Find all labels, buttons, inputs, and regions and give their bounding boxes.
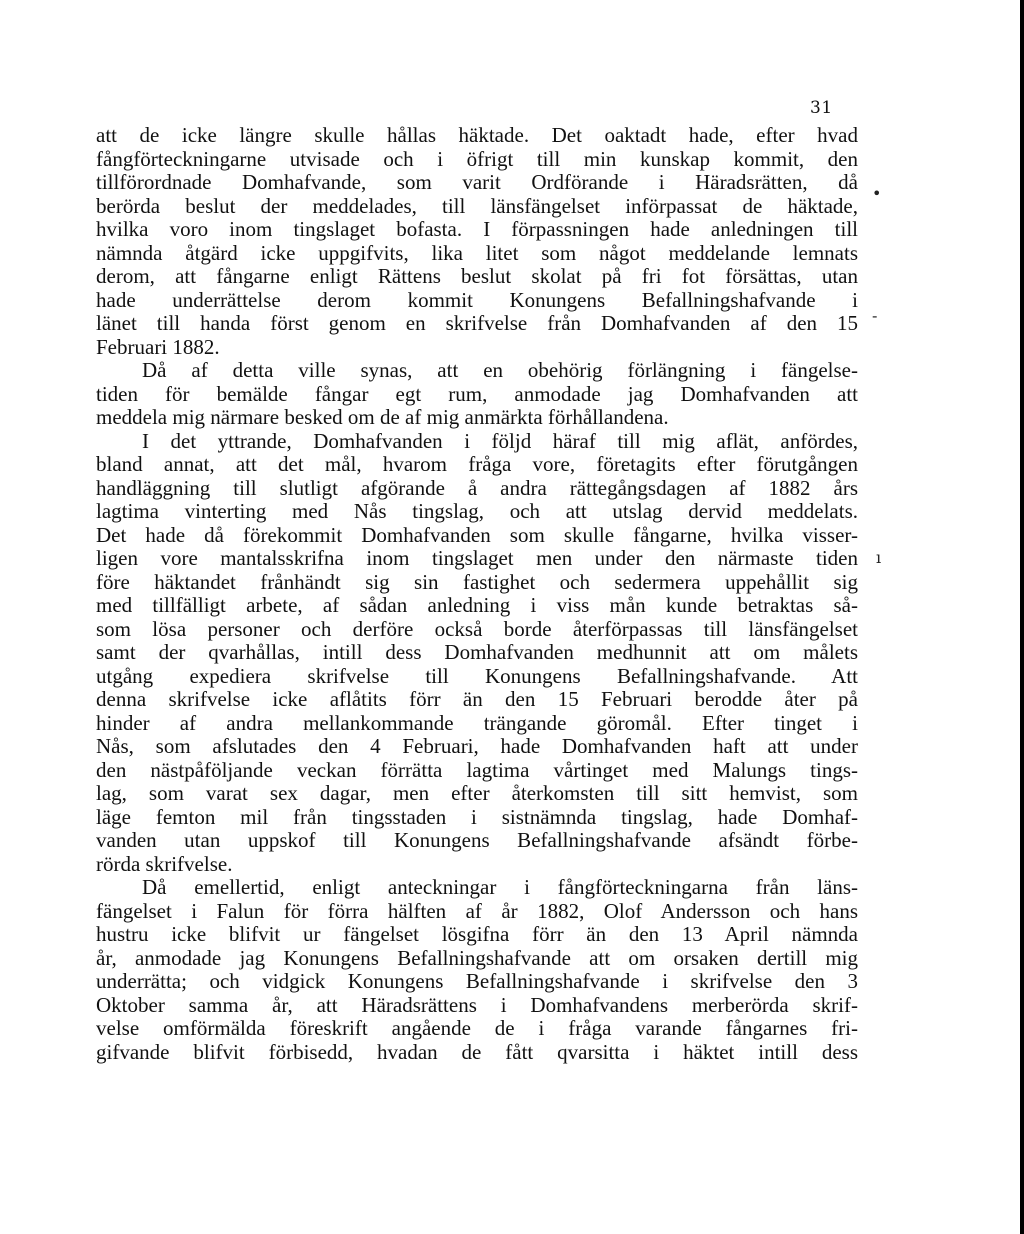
text-line: denna skrifvelse icke aflåtits förr än den 15 Februari berodde åter på (96, 687, 858, 711)
text-line: hvilka voro inom tingslaget bofasta. I förpassningen hade anledningen till (96, 217, 858, 241)
text-line: rörda skrifvelse. (96, 851, 233, 876)
text-line: berörda beslut der meddelades, till länsfängelset införpassat de häktade, (96, 193, 858, 218)
margin-mark: ı (876, 548, 882, 567)
text-line: Då af detta ville synas, att en obehörig förlängning i fängelse- (142, 358, 858, 382)
text-line: tiden för bemälde fångar egt rum, anmodade jag Domhafvanden att (96, 381, 858, 406)
text-line: Februari 1882. (96, 334, 220, 359)
text-line: tillförordnade Domhafvande, som varit Ordförande i Häradsrätten, då (96, 170, 858, 194)
margin-mark: • (872, 184, 882, 203)
text-line: hinder af andra mellankommande trängande göromål. Efter tinget i (96, 710, 858, 735)
scan-edge (1020, 0, 1024, 1234)
text-line: hade underrättelse derom kommit Konungens Befallningshafvande i (96, 287, 858, 312)
text-line: bland annat, att det mål, hvarom fråga vore, företagits efter förutgången (96, 452, 858, 476)
text-line: att de icke längre skulle hållas häktade. Det oaktadt hade, efter hvad (96, 123, 858, 147)
text-line: handläggning till slutligt afgörande å andra rättegångsdagen af 1882 års (96, 475, 858, 500)
text-line: före häktandet frånhändt sig sin fastighet och sedermera uppehållit sig (96, 569, 858, 594)
text-line: år, anmodade jag Konungens Befallningshafvande att om orsaken dertill mig (96, 945, 858, 970)
text-line: lag, som varat sex dagar, men efter återkomsten till sitt hemvist, som (96, 781, 858, 805)
text-line: velse omförmälda föreskrift angående de i fråga varande fångarnes fri- (96, 1016, 858, 1040)
text-line: vanden utan uppskof till Konungens Befallningshafvande afsändt förbe- (96, 828, 858, 852)
text-line: nämnda åtgärd icke uppgifvits, lika litet som något meddelande lemnats (96, 240, 858, 265)
text-line: derom, att fångarne enligt Rättens beslut skolat på fri fot försättas, utan (96, 264, 858, 288)
text-line: fängelset i Falun för förra hälften af år 1882, Olof Andersson och hans (96, 898, 858, 923)
text-line: med tillfälligt arbete, af sådan anledning i viss mån kunde betraktas så- (96, 593, 858, 617)
text-line: länet till handa först genom en skrifvelse från Domhafvanden af den 15 (96, 311, 858, 335)
body-text (96, 124, 858, 1064)
text-line: underrätta; och vidgick Konungens Befallningshafvande i skrifvelse den 3 (96, 969, 858, 993)
page-number: 31 (810, 98, 833, 118)
text-line: läge femton mil från tingsstaden i sistnämnda tingslag, hade Domhaf- (96, 804, 858, 829)
text-line: fångförteckningarne utvisade och i öfrigt till min kunskap kommit, den (96, 146, 858, 171)
text-line: som lösa personer och derföre också borde återförpassas till länsfängelset (96, 616, 858, 641)
text-line: den nästpåföljande veckan förrätta lagtima vårtinget med Malungs tings- (96, 757, 858, 782)
text-line: Oktober samma år, att Häradsrättens i Domhafvandens merberörda skrif- (96, 992, 858, 1017)
text-line: ligen vore mantalsskrifna inom tingslaget men under den närmaste tiden (96, 546, 858, 570)
text-line: I det yttrande, Domhafvanden i följd häraf till mig aflät, anfördes, (142, 428, 858, 453)
text-line: hustru icke blifvit ur fängelset lösgifna förr än den 13 April nämnda (96, 922, 858, 946)
text-line: Nås, som afslutades den 4 Februari, hade Domhafvanden haft att under (96, 734, 858, 758)
text-line: lagtima vinterting med Nås tingslag, och att utslag dervid meddelats. (96, 499, 858, 523)
text-line: Det hade då förekommit Domhafvanden som skulle fångarne, hvilka visser- (96, 522, 858, 547)
text-line: meddela mig närmare besked om de af mig anmärkta förhållandena. (96, 405, 669, 429)
text-line: samt der qvarhållas, intill dess Domhafvanden medhunnit att om målets (96, 640, 858, 664)
text-line: gifvande blifvit förbisedd, hvadan de fått qvarsitta i häktet intill dess (96, 1039, 858, 1064)
margin-mark: - (872, 306, 878, 325)
text-line: Då emellertid, enligt anteckningar i fångförteckningarna från läns- (142, 875, 858, 899)
text-line: utgång expediera skrifvelse till Konungens Befallningshafvande. Att (96, 663, 858, 688)
